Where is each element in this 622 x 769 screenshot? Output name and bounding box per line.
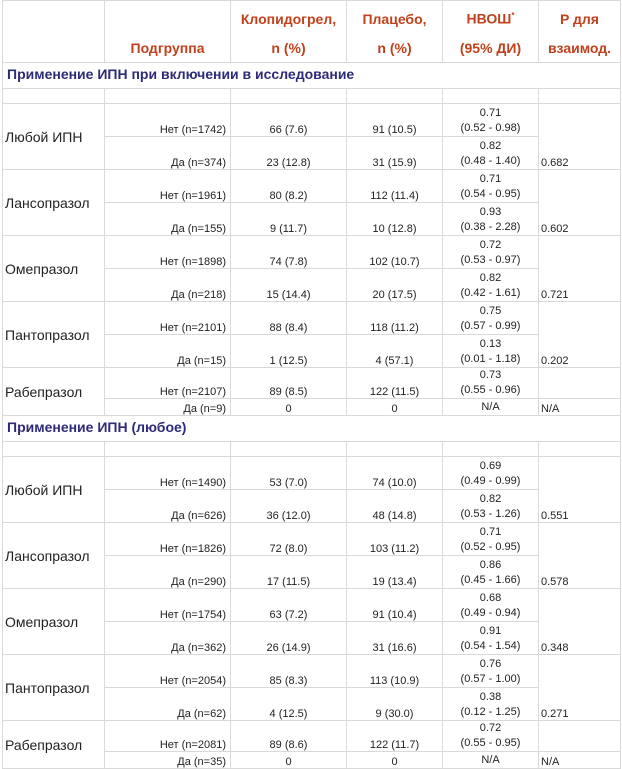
clopidogrel-cell: 53 (7.0) bbox=[231, 457, 347, 490]
table-row bbox=[3, 589, 621, 622]
clopidogrel-cell: 1 (12.5) bbox=[231, 335, 347, 368]
group-name-cell: Пантопразол bbox=[3, 302, 105, 368]
spacer-cell bbox=[443, 89, 539, 104]
header-p-interaction-line1: P для bbox=[560, 11, 599, 27]
section-spacer-row bbox=[3, 442, 621, 457]
p-interaction-cell: N/A bbox=[539, 752, 621, 769]
hazard-ratio-cell bbox=[443, 523, 539, 556]
p-interaction-cell bbox=[539, 368, 621, 399]
confidence-interval: (0.52 - 0.98) bbox=[460, 122, 521, 134]
header-clopidogrel-line2: n (%) bbox=[271, 40, 306, 56]
confidence-interval: (0.55 - 0.95) bbox=[460, 737, 521, 749]
placebo-cell: 31 (15.9) bbox=[347, 137, 443, 170]
clopidogrel-cell: 66 (7.6) bbox=[231, 104, 347, 137]
clopidogrel-cell: 23 (12.8) bbox=[231, 137, 347, 170]
spacer-cell bbox=[3, 89, 105, 104]
group-name-cell: Пантопразол bbox=[3, 655, 105, 721]
header-placebo-line2: n (%) bbox=[377, 40, 412, 56]
subgroup-cell: Нет (n=2081) bbox=[105, 721, 231, 752]
p-interaction-cell: 0.271 bbox=[539, 655, 621, 721]
p-interaction-cell: 0.202 bbox=[539, 302, 621, 368]
p-interaction-cell: 0.348 bbox=[539, 589, 621, 655]
subgroup-cell: Нет (n=1742) bbox=[105, 104, 231, 137]
group-name-cell: Лансопразол bbox=[3, 523, 105, 589]
header-clopidogrel-line1: Клопидогрел, bbox=[240, 11, 337, 27]
hazard-ratio-value: 0.91 bbox=[479, 625, 502, 637]
placebo-cell: 4 (57.1) bbox=[347, 335, 443, 368]
subgroup-cell: Да (n=290) bbox=[105, 556, 231, 589]
placebo-cell: 91 (10.5) bbox=[347, 104, 443, 137]
subgroup-cell: Да (n=15) bbox=[105, 335, 231, 368]
spacer-cell bbox=[105, 442, 231, 457]
confidence-interval: (0.49 - 0.94) bbox=[460, 607, 521, 619]
spacer-cell bbox=[3, 442, 105, 457]
confidence-interval: (0.45 - 1.66) bbox=[460, 574, 521, 586]
confidence-interval: (0.54 - 0.95) bbox=[460, 188, 521, 200]
hazard-ratio-cell bbox=[443, 399, 539, 416]
p-interaction-cell bbox=[539, 721, 621, 752]
spacer-cell bbox=[443, 442, 539, 457]
confidence-interval: (0.53 - 1.26) bbox=[460, 508, 521, 520]
placebo-cell: 122 (11.5) bbox=[347, 368, 443, 399]
subgroup-cell: Нет (n=1490) bbox=[105, 457, 231, 490]
confidence-interval: (0.01 - 1.18) bbox=[460, 353, 521, 365]
hazard-ratio-value: 0.72 bbox=[479, 722, 502, 734]
header-row bbox=[3, 1, 621, 63]
placebo-cell: 113 (10.9) bbox=[347, 655, 443, 688]
table-row bbox=[3, 523, 621, 556]
header-p-interaction-line2: взаимод. bbox=[547, 40, 612, 56]
subgroup-cell: Нет (n=1754) bbox=[105, 589, 231, 622]
section-title: Применение ИПН (любое) bbox=[3, 416, 621, 442]
hazard-ratio-cell bbox=[443, 688, 539, 721]
hazard-ratio-value: 0.73 bbox=[479, 369, 502, 381]
hazard-ratio-cell bbox=[443, 589, 539, 622]
table-row bbox=[3, 655, 621, 688]
p-interaction-cell: 0.682 bbox=[539, 104, 621, 170]
p-interaction-cell: 0.602 bbox=[539, 170, 621, 236]
table-row bbox=[3, 170, 621, 203]
placebo-cell: 112 (11.4) bbox=[347, 170, 443, 203]
header-hazard-ratio-line1: НВОШ* bbox=[466, 11, 515, 27]
subgroup-cell: Нет (n=2101) bbox=[105, 302, 231, 335]
subgroup-cell: Да (n=35) bbox=[105, 752, 231, 769]
hazard-ratio-cell bbox=[443, 368, 539, 399]
table-row bbox=[3, 721, 621, 752]
group-name-cell: Рабепразол bbox=[3, 721, 105, 769]
placebo-cell: 122 (11.7) bbox=[347, 721, 443, 752]
subgroup-cell: Да (n=62) bbox=[105, 688, 231, 721]
placebo-cell: 0 bbox=[347, 399, 443, 416]
hazard-ratio-cell bbox=[443, 104, 539, 137]
section-header-row bbox=[3, 416, 621, 442]
header-hazard-ratio-line2: (95% ДИ) bbox=[459, 40, 522, 56]
hazard-ratio-cell bbox=[443, 203, 539, 236]
header-clopidogrel bbox=[231, 1, 347, 63]
results-table bbox=[2, 0, 621, 769]
placebo-cell: 118 (11.2) bbox=[347, 302, 443, 335]
subgroup-cell: Нет (n=2054) bbox=[105, 655, 231, 688]
placebo-cell: 103 (11.2) bbox=[347, 523, 443, 556]
subgroup-cell: Да (n=9) bbox=[105, 399, 231, 416]
hazard-ratio-value: 0.75 bbox=[479, 305, 502, 317]
header-hazard-ratio-footnote-mark: * bbox=[511, 11, 515, 21]
placebo-cell: 19 (13.4) bbox=[347, 556, 443, 589]
subgroup-cell: Да (n=218) bbox=[105, 269, 231, 302]
confidence-interval: (0.48 - 1.40) bbox=[460, 155, 521, 167]
clopidogrel-cell: 88 (8.4) bbox=[231, 302, 347, 335]
placebo-cell: 0 bbox=[347, 752, 443, 769]
placebo-cell: 31 (16.6) bbox=[347, 622, 443, 655]
hazard-ratio-value: 0.82 bbox=[479, 272, 502, 284]
hazard-ratio-value: 0.69 bbox=[479, 460, 502, 472]
clopidogrel-cell: 89 (8.5) bbox=[231, 368, 347, 399]
hazard-ratio-value: 0.71 bbox=[479, 107, 502, 119]
section-title: Применение ИПН при включении в исследование bbox=[3, 63, 621, 89]
table-row bbox=[3, 368, 621, 399]
table-row bbox=[3, 302, 621, 335]
spacer-cell bbox=[347, 442, 443, 457]
confidence-interval: (0.38 - 2.28) bbox=[460, 221, 521, 233]
clopidogrel-cell: 72 (8.0) bbox=[231, 523, 347, 556]
hazard-ratio-cell bbox=[443, 302, 539, 335]
group-name-cell: Лансопразол bbox=[3, 170, 105, 236]
spacer-cell bbox=[539, 442, 621, 457]
hazard-ratio-value: 0.13 bbox=[479, 338, 502, 350]
hazard-ratio-value: 0.82 bbox=[479, 493, 502, 505]
section-header-row bbox=[3, 63, 621, 89]
confidence-interval: (0.53 - 0.97) bbox=[460, 254, 521, 266]
subgroup-cell: Да (n=374) bbox=[105, 137, 231, 170]
clopidogrel-cell: 85 (8.3) bbox=[231, 655, 347, 688]
confidence-interval: (0.57 - 1.00) bbox=[460, 673, 521, 685]
clopidogrel-cell: 17 (11.5) bbox=[231, 556, 347, 589]
group-name-cell: Омепразол bbox=[3, 236, 105, 302]
p-interaction-cell: 0.578 bbox=[539, 523, 621, 589]
header-placebo bbox=[347, 1, 443, 63]
subgroup-cell: Да (n=155) bbox=[105, 203, 231, 236]
hazard-ratio-value: N/A bbox=[481, 401, 500, 413]
header-placebo-line1: Плацебо, bbox=[362, 11, 427, 27]
hazard-ratio-value: 0.68 bbox=[479, 592, 502, 604]
group-name-cell: Рабепразол bbox=[3, 368, 105, 416]
confidence-interval: (0.52 - 0.95) bbox=[460, 541, 521, 553]
confidence-interval: (0.49 - 0.99) bbox=[460, 475, 521, 487]
confidence-interval: (0.54 - 1.54) bbox=[460, 640, 521, 652]
hazard-ratio-cell bbox=[443, 269, 539, 302]
clopidogrel-cell: 26 (14.9) bbox=[231, 622, 347, 655]
hazard-ratio-value: 0.86 bbox=[479, 559, 502, 571]
hazard-ratio-value: 0.72 bbox=[479, 239, 502, 251]
placebo-cell: 48 (14.8) bbox=[347, 490, 443, 523]
hazard-ratio-cell bbox=[443, 655, 539, 688]
confidence-interval: (0.57 - 0.99) bbox=[460, 320, 521, 332]
hazard-ratio-cell bbox=[443, 236, 539, 269]
clopidogrel-cell: 36 (12.0) bbox=[231, 490, 347, 523]
hazard-ratio-cell bbox=[443, 137, 539, 170]
spacer-cell bbox=[231, 89, 347, 104]
hazard-ratio-value: 0.38 bbox=[479, 691, 502, 703]
hazard-ratio-cell bbox=[443, 490, 539, 523]
subgroup-cell: Нет (n=2107) bbox=[105, 368, 231, 399]
subgroup-cell: Нет (n=1898) bbox=[105, 236, 231, 269]
confidence-interval: (0.55 - 0.96) bbox=[460, 384, 521, 396]
hazard-ratio-value: 0.93 bbox=[479, 206, 502, 218]
p-interaction-cell: 0.551 bbox=[539, 457, 621, 523]
subgroup-cell: Нет (n=1961) bbox=[105, 170, 231, 203]
table-row bbox=[3, 104, 621, 137]
section-spacer-row bbox=[3, 89, 621, 104]
header-blank-cell bbox=[3, 1, 105, 63]
subgroup-cell: Да (n=626) bbox=[105, 490, 231, 523]
hazard-ratio-cell bbox=[443, 556, 539, 589]
subgroup-cell: Да (n=362) bbox=[105, 622, 231, 655]
placebo-cell: 9 (30.0) bbox=[347, 688, 443, 721]
clopidogrel-cell: 0 bbox=[231, 752, 347, 769]
table-row bbox=[3, 236, 621, 269]
group-name-cell: Любой ИПН bbox=[3, 457, 105, 523]
hazard-ratio-cell bbox=[443, 335, 539, 368]
clopidogrel-cell: 63 (7.2) bbox=[231, 589, 347, 622]
table-row bbox=[3, 457, 621, 490]
clopidogrel-cell: 15 (14.4) bbox=[231, 269, 347, 302]
hazard-ratio-value: 0.71 bbox=[479, 526, 502, 538]
hazard-ratio-cell bbox=[443, 170, 539, 203]
placebo-cell: 91 (10.4) bbox=[347, 589, 443, 622]
clopidogrel-cell: 80 (8.2) bbox=[231, 170, 347, 203]
p-interaction-cell: N/A bbox=[539, 399, 621, 416]
group-name-cell: Омепразол bbox=[3, 589, 105, 655]
subgroup-cell: Нет (n=1826) bbox=[105, 523, 231, 556]
placebo-cell: 74 (10.0) bbox=[347, 457, 443, 490]
spacer-cell bbox=[539, 89, 621, 104]
spacer-cell bbox=[231, 442, 347, 457]
hazard-ratio-value: 0.71 bbox=[479, 173, 502, 185]
hazard-ratio-value: 0.82 bbox=[479, 140, 502, 152]
confidence-interval: (0.12 - 1.25) bbox=[460, 706, 521, 718]
hazard-ratio-cell bbox=[443, 752, 539, 769]
hazard-ratio-cell bbox=[443, 457, 539, 490]
p-interaction-cell: 0.721 bbox=[539, 236, 621, 302]
placebo-cell: 20 (17.5) bbox=[347, 269, 443, 302]
clopidogrel-cell: 74 (7.8) bbox=[231, 236, 347, 269]
spacer-cell bbox=[347, 89, 443, 104]
header-p-interaction bbox=[539, 1, 621, 63]
group-name-cell: Любой ИПН bbox=[3, 104, 105, 170]
hazard-ratio-cell bbox=[443, 622, 539, 655]
hazard-ratio-value: N/A bbox=[481, 754, 500, 766]
clopidogrel-cell: 89 (8.6) bbox=[231, 721, 347, 752]
confidence-interval: (0.42 - 1.61) bbox=[460, 287, 521, 299]
placebo-cell: 10 (12.8) bbox=[347, 203, 443, 236]
spacer-cell bbox=[105, 89, 231, 104]
header-subgroup: Подгруппа bbox=[105, 1, 231, 63]
clopidogrel-cell: 0 bbox=[231, 399, 347, 416]
clopidogrel-cell: 4 (12.5) bbox=[231, 688, 347, 721]
hazard-ratio-cell bbox=[443, 721, 539, 752]
clopidogrel-cell: 9 (11.7) bbox=[231, 203, 347, 236]
placebo-cell: 102 (10.7) bbox=[347, 236, 443, 269]
hazard-ratio-value: 0.76 bbox=[479, 658, 502, 670]
header-hazard-ratio bbox=[443, 1, 539, 63]
